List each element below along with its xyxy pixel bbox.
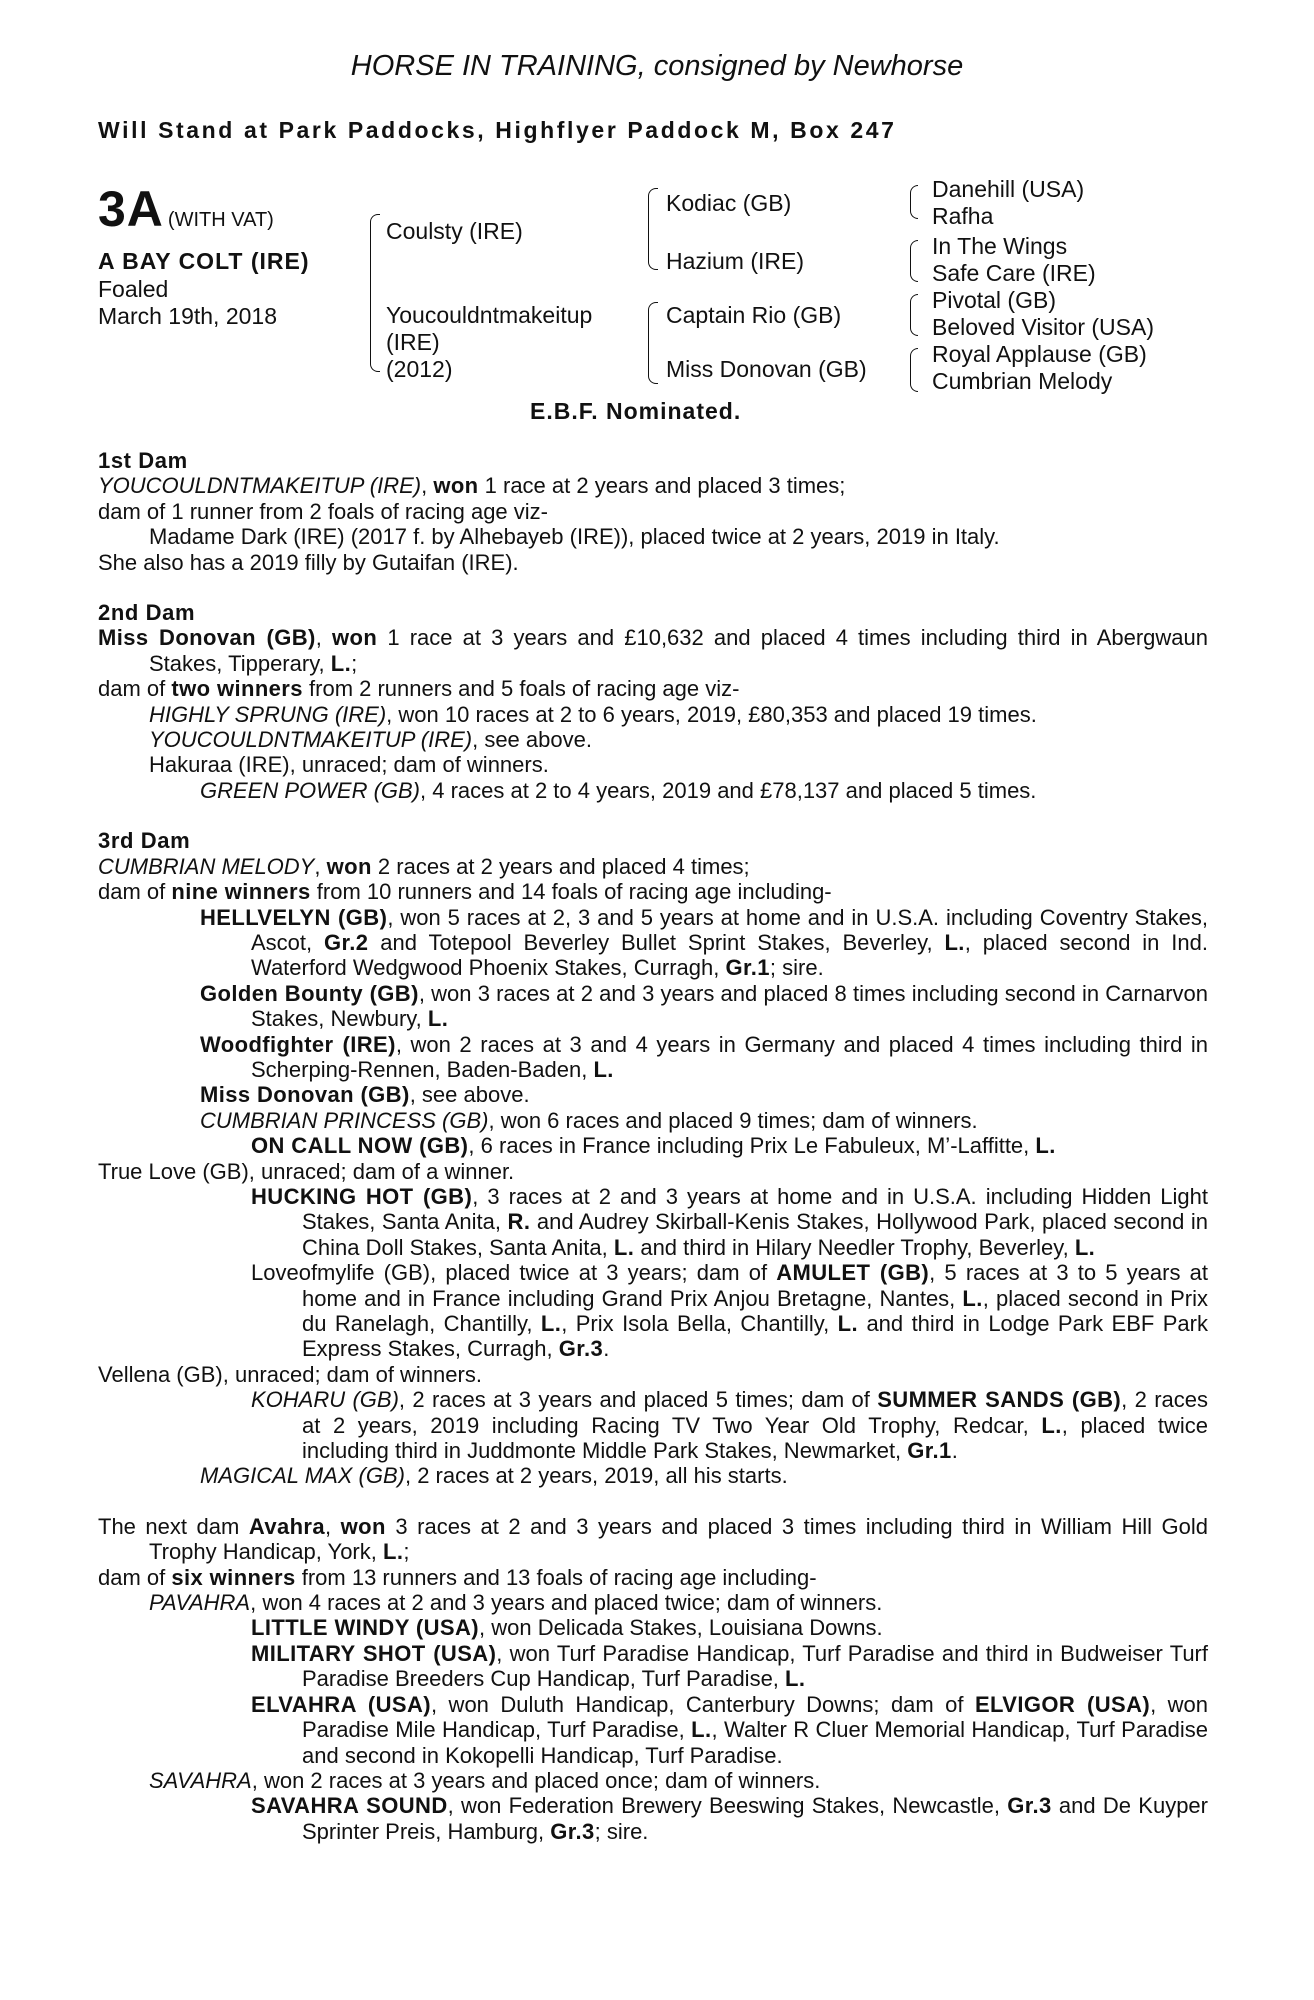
winners-count: nine winners xyxy=(171,879,311,905)
text: , won 3 races at 2 and 3 years and placed 8 times including second in Carnarvon Stakes, Newbury, xyxy=(251,980,1208,1032)
text: and De Kuyper Sprinter Preis, Hamburg, xyxy=(302,1793,1208,1844)
pedigree-ddd: Cumbrian Melody xyxy=(932,368,1113,394)
pedigree-dam-year: (2012) xyxy=(386,356,453,382)
progeny-name: HELLVELYN (GB) xyxy=(200,904,388,930)
pedigree-brace-dam xyxy=(648,302,658,384)
section-gap xyxy=(98,803,1208,828)
listed-mark: L. xyxy=(613,1234,635,1260)
progeny-name: MILITARY SHOT (USA) xyxy=(251,1640,497,1666)
progeny-name: SAVAHRA xyxy=(149,1767,252,1793)
text: , 6 races in France including Prix Le Fabuleux, M’-Laffitte, xyxy=(468,1133,1036,1159)
dam2-progeny-3: Hakuraa (IRE), unraced; dam of winners. xyxy=(149,752,549,778)
text: The next dam xyxy=(98,1513,249,1539)
listed-mark: L. xyxy=(785,1666,806,1692)
dam2-heading: 2nd Dam xyxy=(98,600,196,626)
text: dam of xyxy=(98,676,172,702)
progeny-name: ELVAHRA (USA) xyxy=(251,1691,431,1717)
pedigree-sdd: Safe Care (IRE) xyxy=(932,260,1096,286)
text: ; sire. xyxy=(769,955,824,981)
stand-location: Will Stand at Park Paddocks, Highflyer Paddock M, Box 247 xyxy=(98,117,897,143)
progeny-name: Woodfighter (IRE) xyxy=(200,1031,396,1057)
text: . xyxy=(951,1438,958,1464)
text: . xyxy=(603,1336,610,1362)
section-gap xyxy=(98,1489,1208,1514)
group-mark: Gr.3 xyxy=(1007,1793,1052,1819)
text: ; xyxy=(403,1539,410,1565)
pedigree-ssd: Rafha xyxy=(932,203,994,229)
pedigree-sss: Danehill (USA) xyxy=(932,176,1085,202)
text: , placed second in Prix du Ranelagh, Chantilly, xyxy=(302,1285,1209,1336)
dam3-grandprogeny-magical-max xyxy=(98,1463,1208,1488)
progeny-name: HUCKING HOT (GB) xyxy=(251,1183,473,1209)
text: Loveofmylife (GB), placed twice at 3 years; dam of xyxy=(251,1260,777,1286)
progeny-name: Miss Donovan (GB) xyxy=(200,1082,410,1108)
next-grandprogeny-military-shot xyxy=(98,1641,1208,1692)
text: from 10 runners and 14 foals of racing age including- xyxy=(310,879,832,905)
text: , won 6 races and placed 9 times; dam of winners. xyxy=(488,1107,978,1133)
progeny-name: Golden Bounty (GB) xyxy=(200,980,419,1006)
dam2-produce-line xyxy=(98,676,1208,701)
listed-mark: L. xyxy=(962,1285,983,1311)
won-label: won xyxy=(433,473,479,499)
progeny-name: LITTLE WINDY (USA) xyxy=(251,1615,479,1641)
progeny-name: SAVAHRA SOUND xyxy=(251,1793,448,1819)
text: , see above. xyxy=(409,1082,530,1108)
group-mark: Gr.1 xyxy=(907,1438,952,1464)
pedigree-dam-name: Youcouldntmakeitup xyxy=(386,302,593,328)
progeny-record: , won 10 races at 2 to 6 years, 2019, £80,353 and placed 19 times. xyxy=(386,701,1037,727)
text: , 2 races at 2 years, 2019, all his starts. xyxy=(404,1463,788,1489)
pedigree-dam-sire: Captain Rio (GB) xyxy=(666,302,842,328)
listed-mark: L. xyxy=(540,1311,562,1336)
dam3-race-record: 2 races at 2 years and placed 4 times; xyxy=(371,853,750,879)
dam1-note: She also has a 2019 filly by Gutaifan (IRE). xyxy=(98,549,519,575)
progeny-name: AMULET (GB) xyxy=(776,1260,930,1286)
text: , won 2 races at 3 and 4 years in Germany and placed 4 times including third in Scherping-Rennen, Baden-Baden, xyxy=(251,1031,1208,1082)
text: , won Federation Brewery Beeswing Stakes, Newcastle, xyxy=(447,1793,1008,1819)
pedigree-dam-dam: Miss Donovan (GB) xyxy=(666,356,867,382)
text: , won 5 races at 2, 3 and 5 years at home and in U.S.A. including Coventry Stakes, Ascot, xyxy=(251,904,1209,955)
dam2-progeny-4 xyxy=(98,778,1208,803)
dam3-progeny-true-love: True Love (GB), unraced; dam of a winner. xyxy=(98,1158,515,1184)
pedigree-sire: Coulsty (IRE) xyxy=(386,218,523,244)
text: , won 2 races at 3 years and placed once; dam of winners. xyxy=(251,1767,821,1793)
catalogue-body xyxy=(98,448,1208,1844)
text: , won 4 races at 2 and 3 years and placed twice; dam of winners. xyxy=(250,1590,883,1616)
dam1-produce-line: dam of 1 runner from 2 foals of racing age viz- xyxy=(98,498,548,524)
dam2-record: Miss Donovan (GB), won 1 race at 3 years and £10,632 and placed 4 times including third in Abergwaun Stakes, Tipperary, L.; xyxy=(98,625,1208,676)
dam3-progeny-woodfighter xyxy=(98,1032,1208,1083)
lot-number-block xyxy=(98,180,274,238)
dam1-heading: 1st Dam xyxy=(98,448,188,473)
text: from 13 runners and 13 foals of racing age including- xyxy=(295,1564,817,1590)
page-title: HORSE IN TRAINING, consigned by Newhorse xyxy=(350,50,964,82)
text: , placed second in Ind. Waterford Wedgwood Phoenix Stakes, Curragh, xyxy=(251,929,1208,981)
dam3-grandprogeny-koharu xyxy=(98,1387,1208,1463)
vat-note: (WITH VAT) xyxy=(167,209,274,231)
text: , 2 races at 3 years and placed 5 times; dam of xyxy=(398,1387,878,1413)
text: , 5 races at 3 to 5 years at home and in France including Grand Prix Anjou Bretagne, Nantes, xyxy=(302,1260,1208,1311)
text: from 2 runners and 5 foals of racing age viz- xyxy=(302,676,740,702)
dam2-name: Miss Donovan (GB) xyxy=(98,625,316,651)
text: and third in Hilary Needler Trophy, Beverley, xyxy=(634,1234,1075,1260)
progeny-name: HIGHLY SPRUNG (IRE) xyxy=(149,701,387,727)
text: , 2 races at 2 years, 2019 including Racing TV Two Year Old Trophy, Redcar, xyxy=(302,1387,1208,1438)
dam3-produce-line xyxy=(98,879,1208,904)
next-grandprogeny-elvahra xyxy=(98,1692,1208,1768)
progeny-name: ON CALL NOW (GB) xyxy=(251,1133,469,1159)
text: and Totepool Beverley Bullet Sprint Stakes, Beverley, xyxy=(368,929,945,955)
progeny-name: MAGICAL MAX (GB) xyxy=(200,1463,405,1489)
pedigree-sire-sire: Kodiac (GB) xyxy=(666,190,792,216)
text: and third in Lodge Park EBF Park Express Stakes, Curragh, xyxy=(302,1311,1208,1362)
listed-mark: L. xyxy=(837,1311,859,1336)
lot-number: 3A xyxy=(98,181,164,237)
pedigree-sds: In The Wings xyxy=(932,233,1068,259)
group-mark: Gr.3 xyxy=(550,1818,595,1844)
listed-mark: L. xyxy=(1035,1133,1056,1159)
next-dam-produce-line xyxy=(98,1565,1208,1590)
dam3-name: CUMBRIAN MELODY xyxy=(98,853,315,879)
horse-name: A BAY COLT (IRE) xyxy=(98,248,310,274)
group-mark: Gr.1 xyxy=(725,955,770,981)
won-label: won xyxy=(332,625,378,651)
pedigree-sire-dam: Hazium (IRE) xyxy=(666,248,805,274)
dam3-progeny-vellena: Vellena (GB), unraced; dam of winners. xyxy=(98,1361,482,1387)
progeny-name: KOHARU (GB) xyxy=(251,1387,399,1413)
progeny-record: , 4 races at 2 to 4 years, 2019 and £78,137 and placed 5 times. xyxy=(420,777,1037,803)
progeny-name: PAVAHRA xyxy=(149,1590,251,1616)
listed-mark: L. xyxy=(427,1006,449,1032)
progeny-name: ELVIGOR (USA) xyxy=(974,1691,1151,1717)
dam2-progeny-2 xyxy=(98,727,1208,752)
next-grandprogeny-savahra-sound xyxy=(98,1793,1208,1844)
dam3-progeny-miss-donovan xyxy=(98,1082,1208,1107)
text: , won Paradise Mile Handicap, Turf Paradise, xyxy=(302,1691,1209,1743)
text: ; sire. xyxy=(594,1818,649,1844)
dam3-heading: 3rd Dam xyxy=(98,828,191,854)
text: , won Duluth Handicap, Canterbury Downs; dam of xyxy=(431,1691,975,1717)
dam3-grandprogeny-loveofmylife xyxy=(98,1260,1208,1362)
group-mark: Gr.2 xyxy=(324,929,369,955)
dam1-name: YOUCOULDNTMAKEITUP (IRE) xyxy=(98,473,422,499)
progeny-name: SUMMER SANDS (GB) xyxy=(877,1387,1122,1413)
next-progeny-pavahra xyxy=(98,1590,1208,1615)
foaled-label: Foaled xyxy=(98,276,169,302)
progeny-name: YOUCOULDNTMAKEITUP (IRE) xyxy=(149,727,473,753)
text: , placed twice including third in Juddmonte Middle Park Stakes, Newmarket, xyxy=(302,1412,1208,1464)
text: , won Turf Paradise Handicap, Turf Paradise and third in Budweiser Turf Paradise Breeders Cup Handicap, Turf Paradise, xyxy=(302,1640,1208,1692)
text: , Prix Isola Bella, Chantilly, xyxy=(561,1311,838,1336)
listed-mark: L. xyxy=(691,1717,712,1743)
section-gap xyxy=(98,575,1208,600)
listed-mark: L. xyxy=(593,1056,614,1082)
text: , xyxy=(325,1513,341,1539)
pedigree-brace-main xyxy=(370,214,380,372)
listed-mark: L. xyxy=(1074,1234,1096,1260)
pedigree-dam xyxy=(386,302,592,383)
text: , won Delicada Stakes, Louisiana Downs. xyxy=(479,1615,883,1641)
progeny-name: CUMBRIAN PRINCESS (GB) xyxy=(200,1107,489,1133)
winners-count: six winners xyxy=(171,1564,296,1590)
next-grandprogeny-little-windy xyxy=(98,1615,1208,1640)
dam3-grandprogeny-hucking-hot xyxy=(98,1184,1208,1260)
listed-mark: L. xyxy=(383,1539,404,1565)
pedigree-brace-sd xyxy=(910,240,918,282)
text: , 3 races at 2 and 3 years at home and in U.S.A. including Hidden Light Stakes, Santa Anita, xyxy=(302,1183,1208,1235)
dam3-progeny-hellvelyn xyxy=(98,905,1208,981)
listed-mark: L. xyxy=(944,929,965,955)
dam3-grandprogeny-on-call-now xyxy=(98,1133,1208,1158)
pedigree-dss: Pivotal (GB) xyxy=(932,287,1056,313)
dam3-progeny-cumbrian-princess xyxy=(98,1108,1208,1133)
dam1-record: YOUCOULDNTMAKEITUP (IRE), won 1 race at 2 years and placed 3 times; xyxy=(98,473,846,499)
text: 3 races at 2 and 3 years and placed 3 times including third in William Hill Gold Trophy Handicap, York, xyxy=(149,1513,1208,1565)
pedigree-dds: Royal Applause (GB) xyxy=(932,341,1147,367)
pedigree-brace-ss xyxy=(910,185,918,219)
dam1-race-record: 1 race at 2 years and placed 3 times; xyxy=(478,473,846,499)
text: and Audrey Skirball-Kenis Stakes, Hollywood Park, placed second in China Doll Stakes, Santa Anita, xyxy=(302,1209,1208,1260)
next-progeny-savahra xyxy=(98,1768,1208,1793)
text: dam of xyxy=(98,1564,172,1590)
pedigree-dsd: Beloved Visitor (USA) xyxy=(932,314,1154,340)
pedigree-brace-sire xyxy=(648,188,658,270)
ebf-nominated: E.B.F. Nominated. xyxy=(530,398,742,424)
next-dam-name: Avahra xyxy=(248,1513,326,1539)
text: dam of xyxy=(98,879,172,905)
foaled-info xyxy=(98,276,277,330)
won-label: won xyxy=(326,853,372,879)
text: , Walter R Cluer Memorial Handicap, Turf Paradise and second in Kokopelli Handicap, Turf Paradise. xyxy=(302,1717,1208,1768)
restricted-mark: R. xyxy=(507,1209,531,1235)
won-label: won xyxy=(340,1513,386,1539)
pedigree-dam-country: (IRE) xyxy=(386,329,440,355)
dam3-record: CUMBRIAN MELODY, won 2 races at 2 years and placed 4 times; xyxy=(98,853,750,879)
dam1-progeny: Madame Dark (IRE) (2017 f. by Alhebayeb (IRE)), placed twice at 2 years, 2019 in Italy. xyxy=(149,524,1000,550)
dam3-progeny-golden-bounty xyxy=(98,981,1208,1032)
listed-mark: L. xyxy=(1041,1412,1062,1438)
foaled-date: March 19th, 2018 xyxy=(98,303,278,329)
pedigree-brace-ds xyxy=(910,294,918,336)
progeny-record: , see above. xyxy=(472,727,592,753)
listed-mark: L. xyxy=(330,650,352,676)
next-dam-record xyxy=(98,1514,1208,1565)
progeny-name: GREEN POWER (GB) xyxy=(200,777,421,803)
dam2-race-record: 1 race at 3 years and £10,632 and placed 4 times including third in Abergwaun Stakes, Tipperary, xyxy=(149,625,1208,676)
pedigree-brace-dd xyxy=(910,348,918,392)
dam2-progeny-1 xyxy=(98,702,1208,727)
winners-count: two winners xyxy=(171,676,303,702)
group-mark: Gr.3 xyxy=(558,1336,604,1362)
